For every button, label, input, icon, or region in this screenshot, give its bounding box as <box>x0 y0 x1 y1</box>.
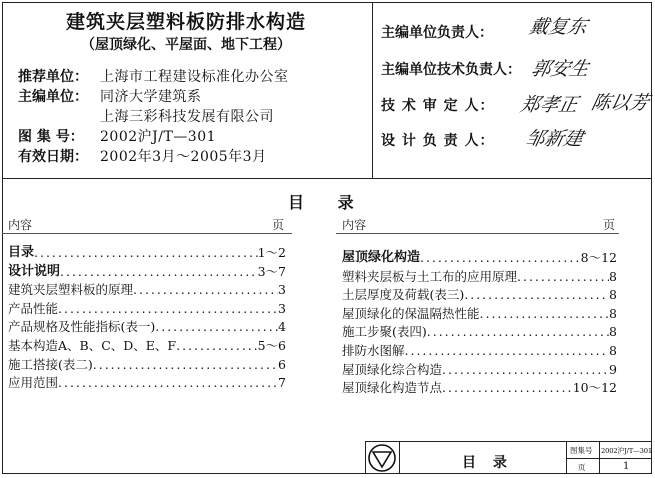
toc-entry <box>8 356 286 375</box>
toc-leader-dots <box>34 244 258 263</box>
toc-leader-dots <box>60 263 258 282</box>
toc-leader-dots <box>93 356 278 375</box>
toc-entry-page: 9 <box>609 361 617 377</box>
title-block-atlas-value: 2002沪J/T—301 <box>601 447 653 455</box>
toc-header-rule-left <box>2 233 292 234</box>
recommend-label: 推荐单位： <box>18 69 88 85</box>
editor-value-2: 上海三彩科技发展有限公司 <box>100 109 274 125</box>
atlas-subtitle: （屋顶绿化、平屋面、地下工程） <box>81 37 291 53</box>
toc-entry-page: 8 <box>609 305 617 321</box>
atlas-number-label: 图 集 号： <box>18 129 84 145</box>
toc-entry <box>8 244 286 263</box>
toc-leader-dots <box>464 286 609 305</box>
toc-right-list <box>342 249 617 398</box>
title-block-logo-rule <box>399 441 400 474</box>
title-block-page-label: 页 <box>578 463 586 472</box>
toc-entry <box>8 281 286 300</box>
toc-entry-page: 6 <box>278 356 286 372</box>
toc-entry-title: 产品规格及性能指标(表一) <box>8 319 156 335</box>
atlas-title: 建筑夹层塑料板防排水构造 <box>65 11 306 33</box>
toc-leader-dots <box>133 281 278 300</box>
toc-entry-page: 5～6 <box>257 337 286 353</box>
toc-entry-page: 10～12 <box>572 380 617 396</box>
toc-entry-page: 1～2 <box>257 245 286 260</box>
title-block-atlas-label: 图集号 <box>570 446 593 455</box>
left-page-header: 页 <box>272 218 285 232</box>
toc-entry-title: 土层厚度及荷载(表三) <box>342 287 465 303</box>
title-block-left-rule <box>365 441 366 474</box>
title-block-mid-rule <box>566 458 652 459</box>
toc-entry-page: 8 <box>609 324 617 340</box>
toc-entry-page: 3 <box>278 300 286 316</box>
editor-label: 主编单位： <box>18 89 88 105</box>
editor-value-1: 同济大学建筑系 <box>100 89 202 105</box>
toc-entry-page: 3 <box>278 282 286 298</box>
toc-leader-dots <box>517 268 609 287</box>
valid-date-label: 有效日期： <box>18 149 88 165</box>
toc-entry-page: 8～12 <box>580 250 617 265</box>
toc-left-list <box>8 244 286 393</box>
toc-leader-dots <box>405 342 610 361</box>
toc-entry-page: 4 <box>278 319 286 335</box>
toc-header-rule-right <box>336 233 619 234</box>
toc-entry <box>8 318 286 337</box>
tech-label: 主编单位技术负责人： <box>381 62 521 78</box>
title-block-page-value: 1 <box>623 461 630 472</box>
toc-leader-dots <box>427 323 609 342</box>
recommend-value: 上海市工程建设标准化办公室 <box>100 69 289 85</box>
toc-entry-title: 设计说明 <box>8 263 61 279</box>
title-block-label-rule <box>599 441 600 474</box>
chief-signature: 戴复东 <box>527 16 590 38</box>
toc-leader-dots <box>442 361 609 380</box>
toc-entry-page: 8 <box>609 342 617 358</box>
chief-label: 主编单位负责人： <box>381 25 493 41</box>
toc-entry <box>8 374 286 393</box>
toc-entry <box>8 337 286 356</box>
toc-entry-title: 应用范围 <box>8 375 59 391</box>
review-signature-2: 陈以芳 <box>589 92 652 114</box>
left-content-header: 内容 <box>8 218 33 232</box>
title-block-name: 目 录 <box>462 455 513 471</box>
toc-entry-title: 施工步聚(表四) <box>342 324 427 340</box>
toc-entry <box>8 263 286 282</box>
toc-entry <box>342 305 617 324</box>
toc-entry-title: 屋顶绿化综合构造 <box>342 361 443 377</box>
toc-entry <box>342 379 617 398</box>
toc-entry-title: 基本构造A、B、C、D、E、F <box>8 337 177 353</box>
toc-leader-dots <box>442 379 573 398</box>
atlas-number-value: 2002沪J/T—301 <box>100 129 217 145</box>
tech-signature: 郭安生 <box>529 58 592 80</box>
toc-entry <box>342 323 617 342</box>
toc-entry-title: 施工搭接(表二) <box>8 356 93 372</box>
toc-entry-title: 建筑夹层塑料板的原理 <box>8 282 134 298</box>
toc-entry-page: 7 <box>278 375 286 391</box>
review-signature-1: 郑孝正 <box>518 94 581 116</box>
header-bottom-rule <box>2 178 652 179</box>
toc-entry <box>342 249 617 268</box>
toc-leader-dots <box>480 305 610 324</box>
design-label: 设 计 负 责 人： <box>381 133 495 149</box>
design-signature: 邹新建 <box>523 128 586 150</box>
toc-heading: 目 录 <box>288 193 368 212</box>
toc-leader-dots <box>420 249 581 268</box>
toc-entry-page: 3～7 <box>257 263 286 279</box>
atlas-logo <box>367 443 397 473</box>
right-page-header: 页 <box>603 218 616 232</box>
top-divider-vertical <box>372 2 373 178</box>
toc-entry-page: 8 <box>609 268 617 284</box>
toc-entry <box>8 300 286 319</box>
toc-leader-dots <box>176 337 257 356</box>
toc-entry-title: 目录 <box>8 245 35 260</box>
toc-leader-dots <box>58 300 278 319</box>
toc-entry-page: 8 <box>609 287 617 303</box>
toc-entry-title: 屋顶绿化构造节点 <box>342 380 443 396</box>
valid-date-value: 2002年3月～2005年3月 <box>100 149 267 165</box>
review-label: 技 术 审 定 人： <box>381 98 495 114</box>
toc-leader-dots <box>155 318 278 337</box>
toc-entry <box>342 268 617 287</box>
toc-leader-dots <box>58 374 278 393</box>
toc-entry-title: 塑料夹层板与土工布的应用原理 <box>342 268 518 284</box>
toc-entry-title: 产品性能 <box>8 300 59 316</box>
title-block-top-rule <box>365 441 652 442</box>
toc-entry-title: 屋顶绿化的保温隔热性能 <box>342 305 480 321</box>
toc-entry <box>342 361 617 380</box>
toc-entry-title: 排防水图解 <box>342 342 405 358</box>
toc-entry-title: 屋顶绿化构造 <box>342 250 421 265</box>
right-content-header: 内容 <box>342 218 367 232</box>
toc-entry <box>342 286 617 305</box>
toc-entry <box>342 342 617 361</box>
